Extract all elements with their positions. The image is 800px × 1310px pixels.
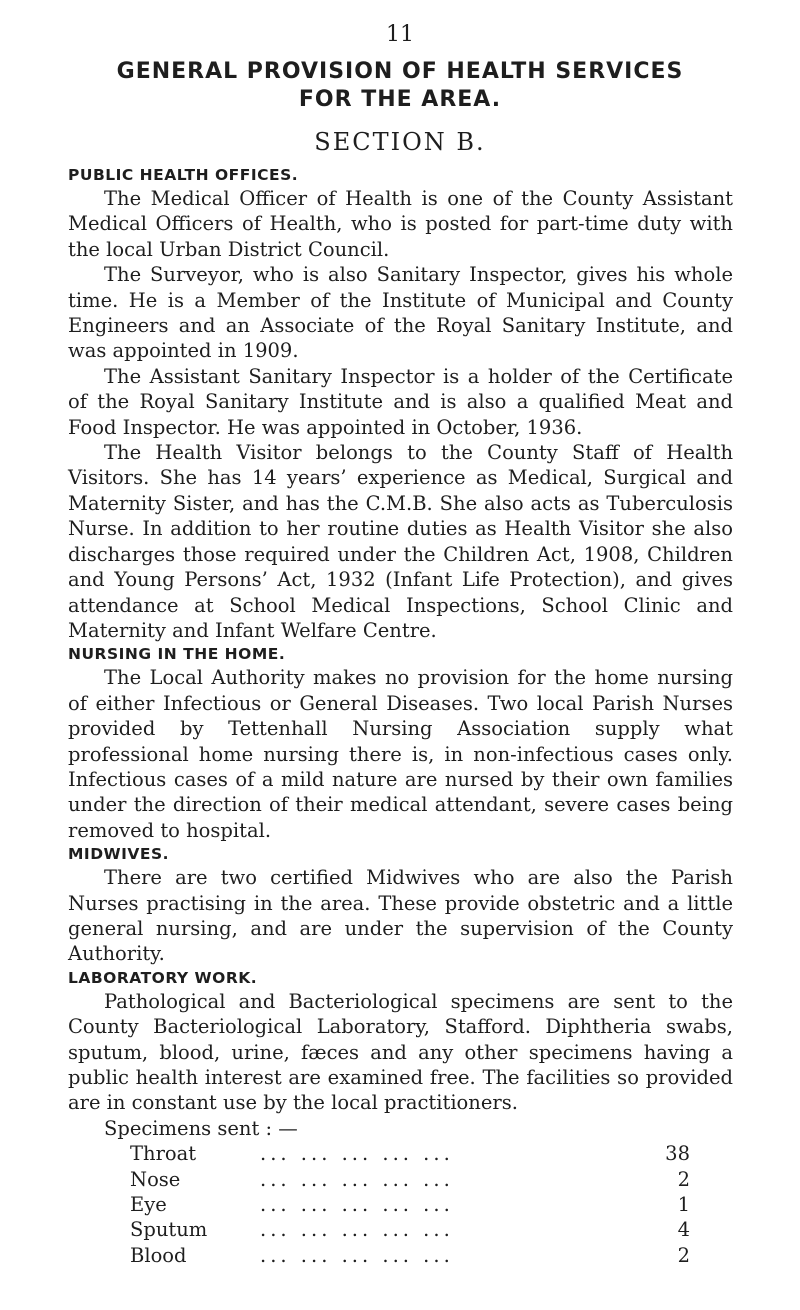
paragraph: The Surveyor, who is also Sanitary Inspector, gives his whole time. He is a Member of the Institute of Municipal and County Engineers and an Associate of the Royal Sanitary Institute, and was appointed in 1909.	[68, 263, 733, 363]
heading-public-health-offices: PUBLIC HEALTH OFFICES.	[68, 166, 299, 184]
specimen-name: Eye	[130, 1193, 167, 1217]
specimens-title: Specimens sent : —	[104, 1116, 298, 1140]
specimens-table	[68, 1116, 733, 1268]
document-title-line2: FOR THE AREA.	[298, 87, 502, 112]
specimen-count: 38	[665, 1142, 690, 1166]
leader-dots: ... ... ... ... ...	[260, 1142, 454, 1166]
heading-nursing-in-the-home: NURSING IN THE HOME.	[68, 645, 286, 664]
heading-midwives: MIDWIVES.	[68, 845, 170, 864]
specimen-row	[68, 1141, 690, 1166]
leader-dots: ... ... ... ... ...	[260, 1193, 454, 1217]
paragraph: Pathological and Bacteriological specimens are sent to the County Bacteriological Laboratory, Stafford. Diphtheria swabs, sputum, blood, urine, fæces and any other specimens having a public health interest are examined free. The facilities so provided are in constant use by the local practitioners.	[68, 989, 733, 1115]
specimen-count: 4	[677, 1218, 690, 1242]
paragraph: The Medical Officer of Health is one of the County Assistant Medical Officers of Health, who is posted for part-time duty with the local Urban District Council.	[68, 187, 733, 261]
heading-laboratory-work: LABORATORY WORK.	[68, 968, 258, 987]
specimen-row	[68, 1192, 690, 1217]
paragraph: The Assistant Sanitary Inspector is a holder of the Certificate of the Royal Sanitary Institute and is also a qualified Meat and Food Inspector. He was appointed in October, 1936.	[68, 364, 733, 439]
specimen-row	[68, 1167, 690, 1192]
document-body	[68, 164, 733, 1268]
specimen-name: Sputum	[130, 1218, 208, 1242]
paragraph: The Health Visitor belongs to the County Staff of Health Visitors. She has 14 years’ experience as Medical, Surgical and Maternity Sister, and has the C.M.B. She also acts as Tuberculosis Nurse. In addition to her routine duties as Health Visitor she also discharges those required under the Children Act, 1908, Children and Young Persons’ Act, 1932 (Infant Life Protection), and gives attendance at School Medical Inspections, School Clinic and Maternity and Infant Welfare Centre.	[68, 441, 733, 642]
specimen-name: Blood	[130, 1243, 187, 1267]
leader-dots: ... ... ... ... ...	[260, 1243, 454, 1267]
document-title: GENERAL PROVISION OF HEALTH SERVICES	[116, 59, 684, 84]
specimen-count: 2	[677, 1167, 690, 1191]
specimen-name: Nose	[130, 1167, 181, 1191]
specimen-count: 1	[677, 1193, 690, 1217]
leader-dots: ... ... ... ... ...	[260, 1167, 454, 1191]
specimen-row	[68, 1243, 690, 1268]
paragraph: There are two certified Midwives who are also the Parish Nurses practising in the area. These provide obstetric and a little general nursing, and are under the supervision of the County Authority.	[68, 866, 733, 966]
specimen-name: Throat	[130, 1142, 197, 1166]
paragraph: The Local Authority makes no provision for the home nursing of either Infectious or General Diseases. Two local Parish Nurses provided by Tettenhall Nursing Association supply what professional home nursing there is, in non-infectious cases only. Infectious cases of a mild nature are nursed by their own families under the direction of their medical attendant, severe cases being removed to hospital.	[68, 666, 733, 842]
section-heading: SECTION B.	[314, 128, 486, 156]
specimen-count: 2	[677, 1243, 690, 1267]
specimen-row	[68, 1217, 690, 1242]
page-number: 11	[386, 22, 414, 47]
leader-dots: ... ... ... ... ...	[260, 1218, 454, 1242]
